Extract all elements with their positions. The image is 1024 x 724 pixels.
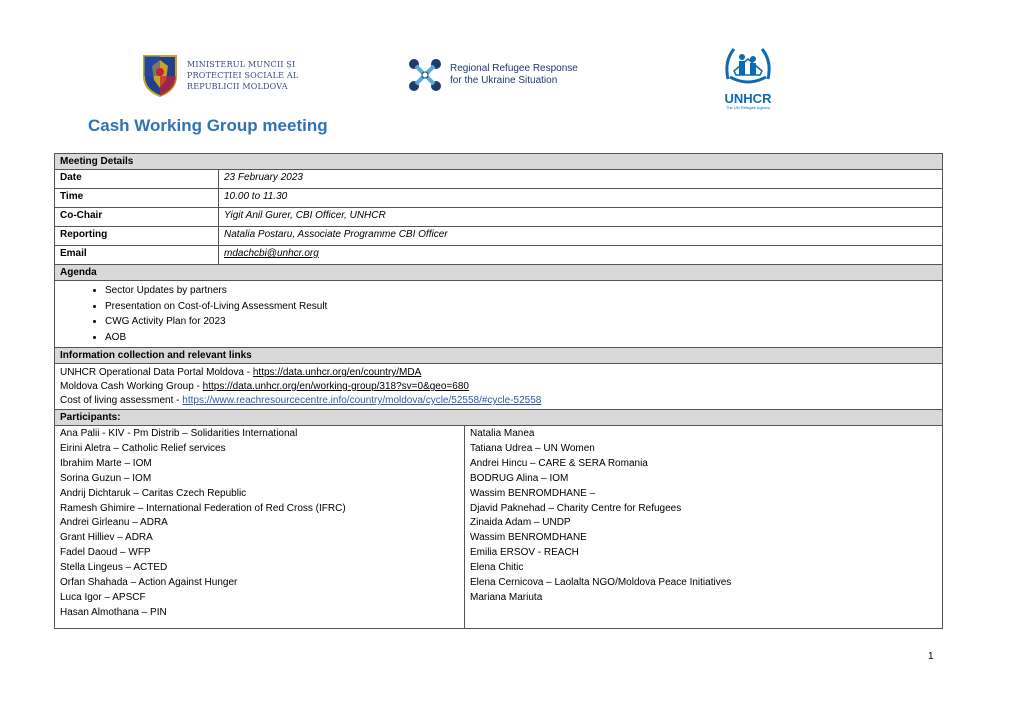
agenda-cell [55, 281, 943, 348]
info-link[interactable]: https://www.reachresourcecentre.info/country/moldova/cycle/52558/#cycle-52558 [182, 395, 542, 406]
participant-item: Ana Palii - KIV - Pm Distrib – Solidarities International [60, 428, 298, 439]
participant-item: Fadel Daoud – WFP [60, 547, 151, 559]
participant-item: BODRUG Alina – IOM [470, 472, 569, 484]
ministry-name: MINISTERUL MUNCII ȘI PROTECȚIEI SOCIALE AL REPUBLICII MOLDOVA [187, 59, 299, 91]
agenda-item: • CWG Activity Plan for 2023 [105, 314, 937, 330]
participants-row [55, 426, 943, 629]
agenda-item: • Sector Updates by partners [105, 283, 937, 299]
participant-item: Sorina Guzun – IOM [60, 472, 152, 484]
participant-item: Wassim BENROMDHANE – [470, 487, 596, 499]
info-line-text: Moldova Cash Working Group - [60, 381, 203, 392]
email-link[interactable]: mdachcbi@unhcr.org [224, 248, 319, 259]
meeting-row-email [55, 246, 943, 265]
participant-item: Elena Cernicova – Laolalta NGO/Moldova Peace Initiatives [470, 577, 732, 589]
info-header-row [55, 348, 943, 364]
info-line [60, 380, 937, 394]
info-line [60, 394, 937, 408]
time-value: 10.00 to 11.30 [219, 189, 943, 208]
participant-item: Grant Hilliev – ADRA [60, 532, 153, 544]
participant-item: Orfan Shahada – Action Against Hunger [60, 577, 238, 589]
page-title: Cash Working Group meeting [88, 116, 328, 135]
participant-item: Zinaida Adam – UNDP [470, 517, 571, 529]
meeting-row-date [55, 170, 943, 189]
ministry-logo [140, 52, 298, 98]
email-label: Email [55, 246, 219, 265]
time-label: Time [55, 189, 219, 208]
unhcr-tagline: The UN Refugee Agency [725, 105, 771, 110]
participant-item: Andrij Dichtaruk – Caritas Czech Republic [60, 487, 247, 499]
participant-item: Luca Igor – APSCF [60, 591, 146, 603]
reporting-value: Natalia Postaru, Associate Programme CBI Officer [219, 227, 943, 246]
info-line [60, 366, 937, 380]
participant-item: Eirini Aletra – Catholic Relief services [60, 442, 226, 454]
participant-item: Emilia ERSOV - REACH [470, 547, 579, 559]
unhcr-name: UNHCR [724, 91, 772, 106]
participant-item: Stella Lingeus – ACTED [60, 562, 168, 574]
participants-left-cell [55, 426, 465, 629]
rrr-emblem-icon [406, 56, 444, 94]
meeting-details-header-row [55, 154, 943, 170]
participant-item: Mariana Mariuta [470, 591, 543, 603]
info-line-text: Cost of living assessment - [60, 395, 183, 406]
cochair-value: Yigit Anil Gurer, CBI Officer, UNHCR [219, 208, 943, 227]
agenda-list [60, 283, 937, 345]
agenda-header-row [55, 265, 943, 281]
coat-of-arms-icon [140, 52, 180, 98]
date-value: 23 February 2023 [219, 170, 943, 189]
agenda-header: Agenda [55, 265, 943, 281]
participants-right-cell [465, 426, 943, 629]
info-row [55, 364, 943, 410]
info-cell [55, 364, 943, 410]
participant-item: Elena Chitic [470, 562, 524, 574]
participant-item: Andrei Girleanu – ADRA [60, 517, 168, 529]
page-number: 1 [928, 651, 934, 662]
participant-item: Djavid Paknehad – Charity Centre for Refugees [470, 502, 682, 514]
cochair-label: Co-Chair [55, 208, 219, 227]
email-cell [219, 246, 943, 265]
reporting-label: Reporting [55, 227, 219, 246]
participant-item: Ibrahim Marte – IOM [60, 457, 152, 469]
participant-item: Natalia Manea [470, 428, 535, 439]
meeting-details-header: Meeting Details [55, 154, 943, 170]
meeting-table [54, 153, 943, 629]
rrr-logo [406, 56, 578, 94]
participant-item: Ramesh Ghimire – International Federation of Red Cross (IFRC) [60, 502, 346, 514]
unhcr-logo [720, 43, 776, 111]
participants-header: Participants: [55, 410, 943, 426]
unhcr-emblem-icon [722, 43, 774, 87]
participant-item: Hasan Almothana – PIN [60, 606, 167, 618]
meeting-row-time [55, 189, 943, 208]
participant-item: Tatiana Udrea – UN Women [470, 442, 595, 454]
participant-item: Andrei Hincu – CARE & SERA Romania [470, 457, 648, 469]
participant-item: Wassim BENROMDHANE [470, 532, 587, 544]
agenda-row [55, 281, 943, 348]
meeting-row-reporting [55, 227, 943, 246]
date-label: Date [55, 170, 219, 189]
info-header: Information collection and relevant links [55, 348, 943, 364]
agenda-item: • Presentation on Cost-of-Living Assessment Result [105, 299, 937, 315]
rrr-name: Regional Refugee Response for the Ukraine Situation [450, 63, 578, 86]
meeting-row-cochair [55, 208, 943, 227]
info-link[interactable]: https://data.unhcr.org/en/country/MDA [252, 367, 422, 378]
info-line-text: UNHCR Operational Data Portal Moldova - [60, 367, 253, 378]
logo-row [0, 40, 1024, 110]
participants-header-row [55, 410, 943, 426]
info-link[interactable]: https://data.unhcr.org/en/working-group/318?sv=0&geo=680 [202, 381, 469, 392]
agenda-item: • AOB [105, 330, 937, 346]
